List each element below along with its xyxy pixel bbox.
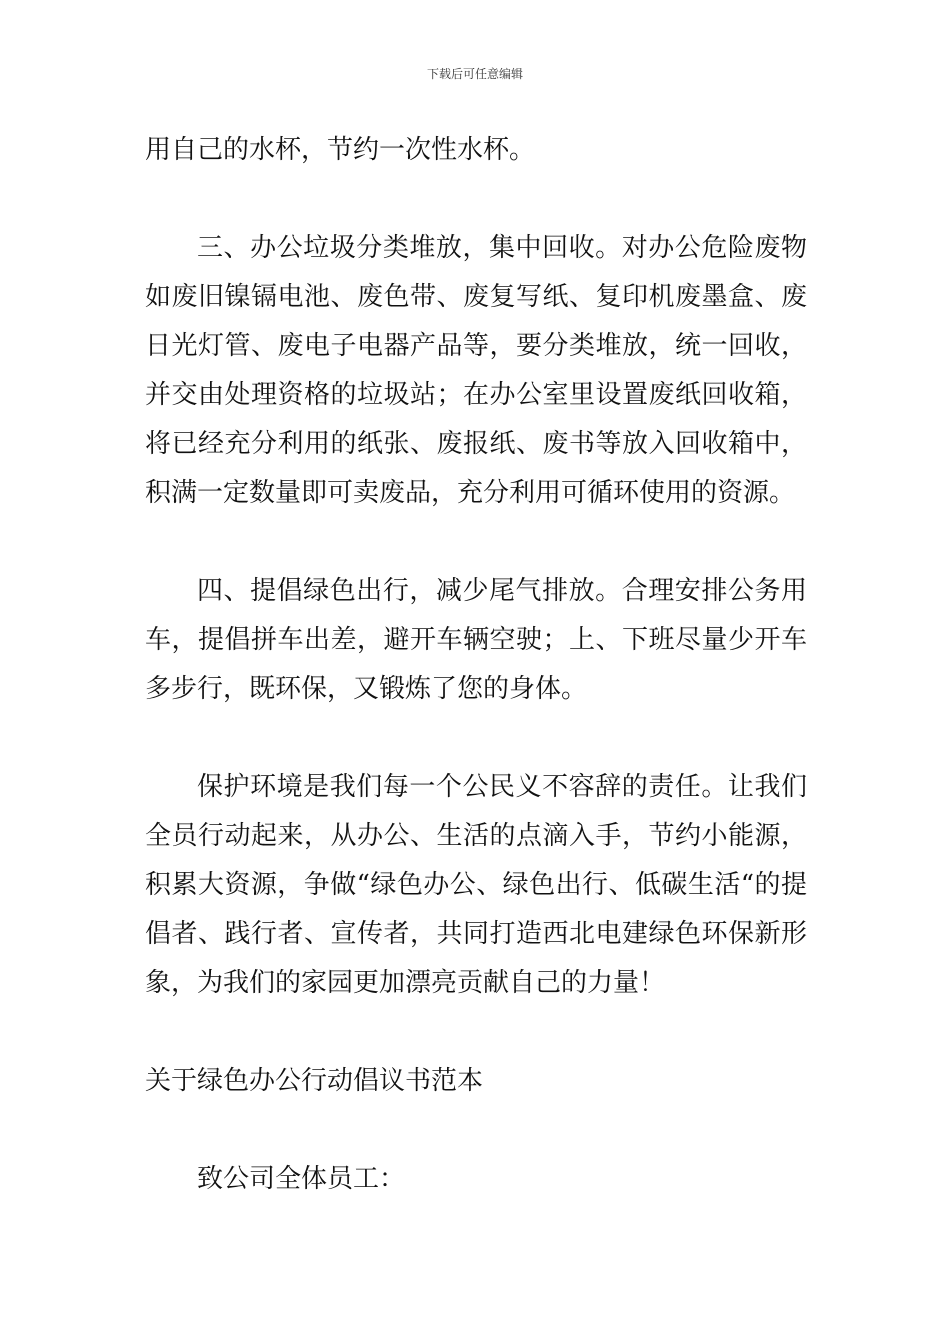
paragraph-continuation: 用自己的水杯，节约一次性水杯。 <box>145 135 536 165</box>
page-header: 下载后可任意编辑 <box>426 67 523 81</box>
document-body <box>145 126 807 1204</box>
paragraph-item-three: 三、办公垃圾分类堆放，集中回收。对办公危险废物如废旧镍镉电池、废色带、废复写纸、复印机废墨盒、废日光灯管、废电子电器产品等，要分类堆放，统一回收，并交由处理资格的垃圾站；在办公室里设置废纸回收箱，将已经充分利用的纸张、废报纸、废书等放入回收箱中，积满一定数量即可卖废品，充分利用可循环使用的资源。 <box>145 233 807 508</box>
paragraph-item-four: 四、提倡绿色出行，减少尾气排放。合理安排公务用车，提倡拼车出差，避开车辆空驶；上、下班尽量少开车多步行，既环保，又锻炼了您的身体。 <box>145 576 807 704</box>
section-title: 关于绿色办公行动倡议书范本 <box>145 1066 484 1096</box>
paragraph-closing: 保护环境是我们每一个公民义不容辞的责任。让我们全员行动起来，从办公、生活的点滴入手，节约小能源，积累大资源，争做“绿色办公、绿色出行、低碳生活“的提倡者、践行者、宣传者，共同打造西北电建绿色环保新形象，为我们的家园更加漂亮贡献自己的力量！ <box>145 772 807 998</box>
salutation: 致公司全体员工： <box>197 1164 406 1194</box>
